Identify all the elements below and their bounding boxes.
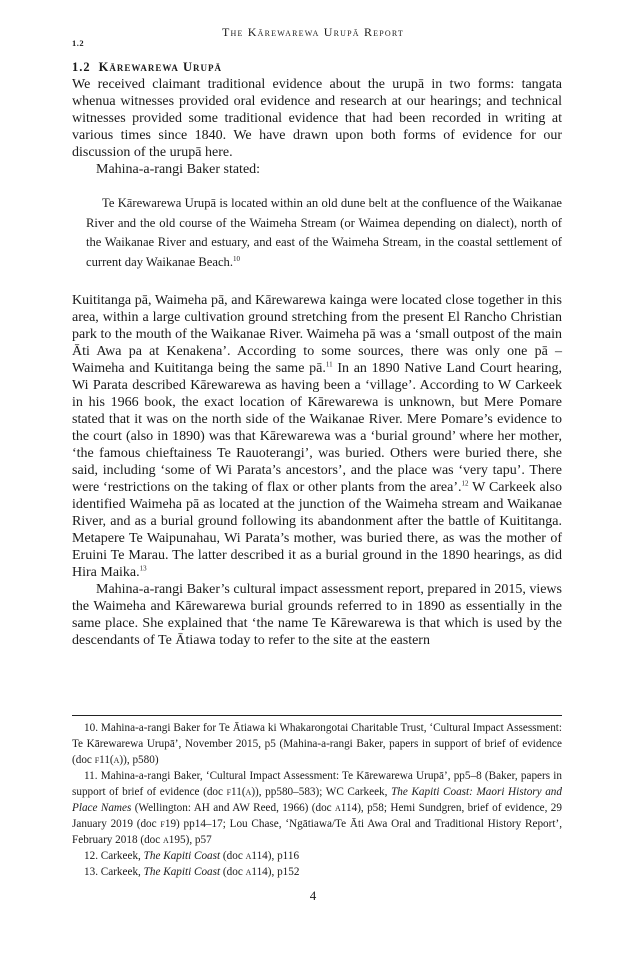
footnote-10 xyxy=(72,720,562,768)
doc-reference: f11(a) xyxy=(226,786,256,798)
footnote-text: (doc xyxy=(220,866,246,878)
footnote-text: Carkeek, xyxy=(100,850,144,862)
footnote-ref-13[interactable]: 13 xyxy=(139,564,147,573)
doc-reference: f19 xyxy=(160,818,177,830)
doc-reference: f11(a) xyxy=(94,754,124,766)
doc-reference: a114 xyxy=(245,850,268,862)
footnote-text: Mahina-a-rangi Baker, ‘Cultural Impact Assessment: Te Kārewarewa Urupā’, pp5–8 (Baker, papers in support of brief of evidence (doc xyxy=(72,770,562,798)
footnote-text: ), p58; Hemi Sundgren, brief of evidence, 29 January 2019 (doc xyxy=(72,802,562,830)
section-heading-number: 1.2 xyxy=(72,60,91,74)
footnote-divider xyxy=(72,715,562,716)
doc-reference: a114 xyxy=(335,802,358,814)
footnote-number: 12. xyxy=(84,850,98,862)
page-number: 4 xyxy=(309,888,317,903)
footnotes xyxy=(72,720,562,880)
footnote-number: 13. xyxy=(84,866,98,878)
footnote-11 xyxy=(72,768,562,848)
footnote-ref-10[interactable]: 10 xyxy=(233,254,241,263)
footnote-ref-11[interactable]: 11 xyxy=(325,360,333,369)
book-title: The Kapiti Coast: Maori History and Place Names xyxy=(72,786,562,814)
footnote-text: ) pp14–17; Lou Chase, ‘Ngātiawa/Te Āti Awa Oral and Traditional History Report’, February 2018 (doc xyxy=(72,818,562,846)
quote-text: Te Kārewarewa Urupā is located within an old dune belt at the confluence of the Waikanae River and the old course of the Waimeha Stream (or Waimea depending on dialect), north of the Waikanae River and estuary, and east of the Waimeha Stream, in the coastal settlement of current day Waikanae Beach. xyxy=(86,196,562,269)
footnote-text: ), p116 xyxy=(267,850,300,862)
paragraph-1: We received claimant traditional evidence about the urupā in two forms: tangata whenua witnesses provided oral evidence and research at our hearings; and technical witnesses provided some traditional evidence that had been recorded in writing at various times since 1840. We have drawn upon both forms of evidence for our discussion of the urupā here. xyxy=(72,77,562,160)
footnote-ref-12[interactable]: 12 xyxy=(461,479,469,488)
running-head: The Kārewarewa Urupā Report xyxy=(221,25,405,39)
footnote-number: 11. xyxy=(84,770,98,782)
section-heading xyxy=(72,60,562,75)
footnote-text: ), pp580–583); WC Carkeek, xyxy=(255,786,392,798)
paragraph-3-part-b: In an 1890 Native Land Court hearing, Wi Parata described Kārewarewa as having been a ‘village’. According to W Carkeek in his 1966 book, the exact location of Kārewarewa is unknown, but Mere Pomare stated that it was on the north side of the Waikanae River. Mere Pomare’s evidence to the court (also in 1890) was that Kārewarewa was a ‘burial ground’ where her mother, ‘the famous chieftainess Te Rauoterangi’, was buried. Others were buried there, she said, including ‘some of Wi Parata’s ancestors’, and the place was ‘very tapu’. There were ‘restrictions on the taking of flax or other plants from the area’. xyxy=(72,361,563,495)
footnote-12 xyxy=(72,848,562,864)
footnote-text: ), p580) xyxy=(123,754,159,766)
footnote-text: ), p57 xyxy=(185,834,212,846)
book-title: The Kapiti Coast xyxy=(143,866,221,878)
main-content xyxy=(72,60,562,649)
section-tag: 1.2 xyxy=(72,38,85,48)
paragraph-3-part-c: W Carkeek also identified Waimeha pā as located at the junction of the Waimeha stream and Waikanae River, and as a burial ground following its abandonment after the battle of Kuititanga. Metapere Te Waipunahau, Wi Parata’s mother, was buried there, as was the mother of Eruini Te Marau. The latter described it as a burial ground in the 1890 hearings, as did Hira Maika. xyxy=(72,480,563,580)
footnote-text: Mahina-a-rangi Baker for Te Ātiawa ki Whakarongotai Charitable Trust, ‘Cultural Impact Assessment: Te Kārewarewa Urupā’, November 2015, p5 (Mahina-a-rangi Baker, papers in support of brief of evidence (doc xyxy=(72,722,563,766)
doc-reference: a114 xyxy=(245,866,268,878)
block-quote xyxy=(86,194,562,272)
footnote-text: ), p152 xyxy=(267,866,300,878)
footnote-text: Carkeek, xyxy=(100,866,144,878)
paragraph-4: Mahina-a-rangi Baker’s cultural impact assessment report, prepared in 2015, views the Waimeha and Kārewarewa burial grounds referred to in 1890 as essentially in the same place. She explained that ‘the name Te Kārewarewa is that which is used by the descendants of Te Ātiawa today to refer to the site at the eastern xyxy=(72,582,562,648)
footnote-number: 10. xyxy=(84,722,98,734)
paragraph-2: Mahina-a-rangi Baker stated: xyxy=(96,162,261,177)
paragraph-3-part-a: Kuititanga pā, Waimeha pā, and Kārewarewa kainga were located close together in this area, within a large cultivation ground stretching from the present El Rancho Christian park to the mouth of the Waikanae River. Waimeha pā was a ‘small outpost of the main Āti Awa pa at Kenakena’. According to some sources, there was only one pā – Waimeha and Kuititanga being the same pā. xyxy=(72,293,562,376)
paragraph-3 xyxy=(72,292,562,581)
footnote-13 xyxy=(72,864,562,880)
footnote-text: (Wellington: AH and AW Reed, 1966) (doc xyxy=(131,802,336,814)
section-heading-title: Kārewarewa Urupā xyxy=(98,60,223,74)
doc-reference: a195 xyxy=(163,834,186,846)
book-title: The Kapiti Coast xyxy=(143,850,221,862)
footnote-text: (doc xyxy=(220,850,246,862)
